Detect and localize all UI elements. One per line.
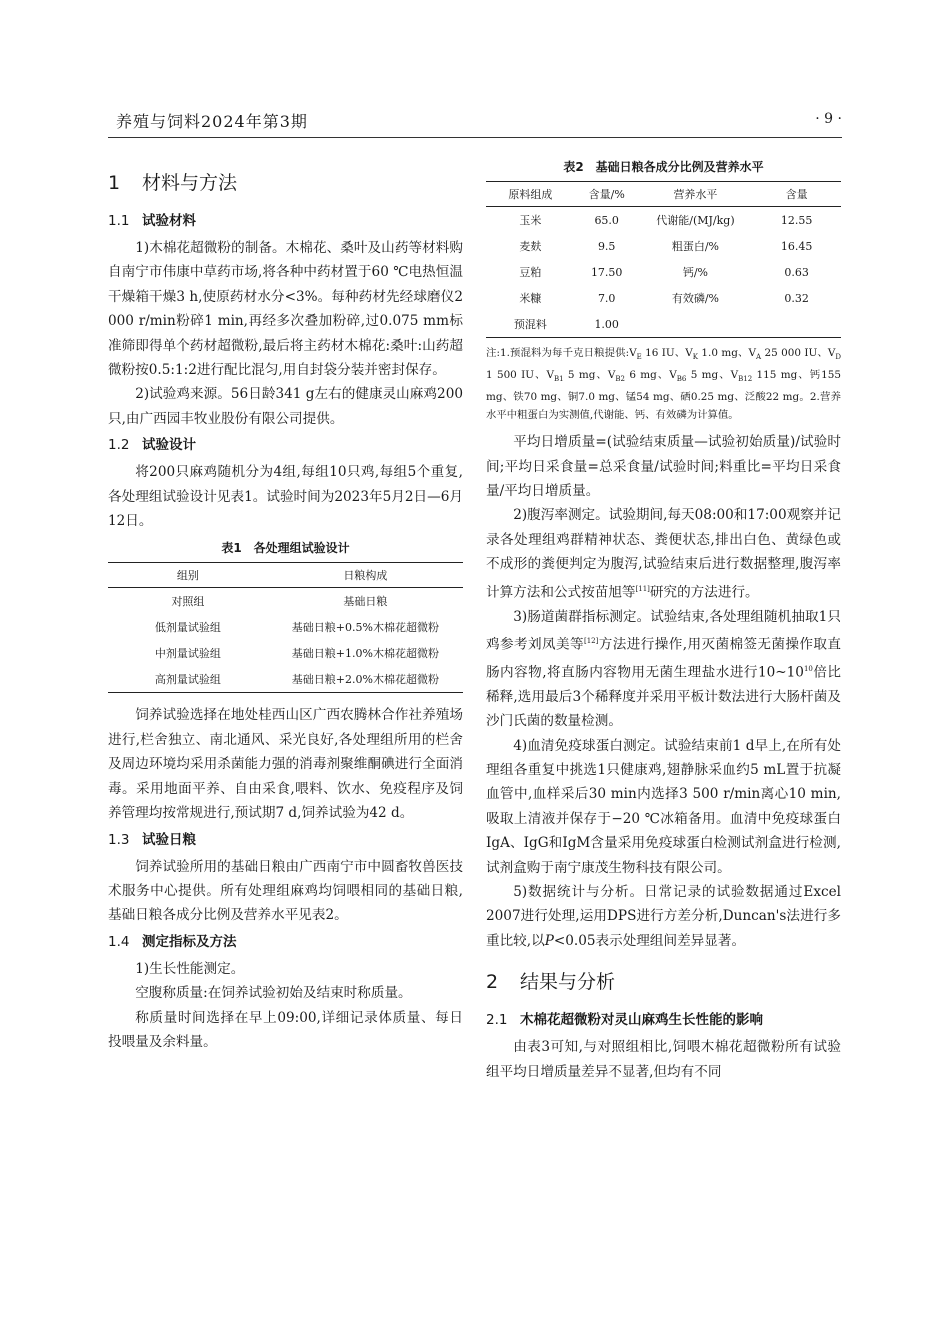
paragraph-flora: 3)肠道菌群指标测定。试验结束,各处理组随机抽取1只鸡参考刘凤美等[12]方法进行操作,用灭菌棉签无菌操作取直肠内容物,将直肠内容物用无菌生理盐水进行$10\sim 10^{10}$倍比稀释,选用最后3个稀释度并采用平板计数法进行大肠杆菌及沙门氏菌的数量检测。 (486, 608, 842, 730)
table-cell (639, 311, 753, 338)
paragraph-materials-2: 2)试验鸡来源。56日龄341 g左右的健康灵山麻鸡200只,由广西园丰牧业股份有限公司提供。 (108, 386, 463, 427)
table-cell: 65.0 (594, 213, 619, 227)
table-2-header: 含量 (752, 182, 841, 207)
running-header (108, 107, 842, 138)
table-cell: 基础日粮+2.0%木棉花超微粉 (268, 666, 463, 693)
table-cell: 低剂量试验组 (154, 621, 221, 635)
table-cell: 玉米 (519, 214, 542, 227)
table-2-header: 营养水平 (639, 182, 753, 207)
right-column (486, 158, 841, 1084)
paragraph-design: 将200只麻鸡随机分为4组,每组10只鸡,每组5个重复,各处理组试验设计见表1。试验时间为2023年5月2日—6月12日。 (108, 464, 463, 530)
table-cell: 有效磷/% (671, 292, 720, 305)
table-cell: 米糠 (519, 292, 542, 305)
table-cell: 基础日粮+1.0%木棉花超微粉 (291, 647, 439, 661)
left-column (108, 158, 463, 1054)
section-1-4-heading: 1.4 测定指标及方法 (108, 933, 237, 950)
table-cell: 12.55 (780, 213, 813, 227)
table-2-header: 含量/% (575, 182, 639, 207)
table-cell (752, 311, 841, 338)
paragraph-results: 由表3可知,与对照组相比,饲喂木棉花超微粉所有试验组平均日增质量差异不显著,但均有不同 (486, 1039, 841, 1080)
paragraph-diet: 饲养试验所用的基础日粮由广西南宁市中圆畜牧兽医技术服务中心提供。所有处理组麻鸡均饲喂相同的基础日粮,基础日粮各成分比例及营养水平见表2。 (108, 858, 463, 924)
table-row (108, 614, 463, 640)
paragraph-statistics: 5)数据统计与分析。日常记录的试验数据通过Excel 2007进行处理,运用DPS进行方差分析,Duncan's法进行多重比较,以P<0.05表示处理组间差异显著。 (486, 884, 841, 949)
section-2-1-heading: 2.1 木棉花超微粉对灵山麻鸡生长性能的影响 (486, 1012, 763, 1029)
table-cell: 17.50 (590, 265, 623, 279)
paragraph-weigh-time: 称质量时间选择在早上09:00,详细记录体质量、每日投喂量及余料量。 (108, 1009, 463, 1050)
table-row (108, 640, 463, 666)
table-row (486, 311, 841, 338)
table-2 (486, 181, 841, 338)
table-cell: 9.5 (597, 239, 616, 253)
table-row (108, 588, 463, 615)
table-1-header: 日粮构成 (268, 563, 463, 588)
citation-11: [11] (635, 584, 650, 593)
section-1-heading: 1 材料与方法 (108, 172, 238, 194)
table-row (108, 666, 463, 693)
table-2-caption: 表2 基础日粮各成分比例及营养水平 (563, 160, 764, 174)
paragraph-growth: 1)生长性能测定。 (135, 960, 245, 977)
table-1 (108, 562, 463, 693)
table-2-header: 原料组成 (486, 182, 575, 207)
table-cell: 代谢能/(MJ/kg) (656, 214, 735, 227)
table-cell: 0.32 (784, 291, 809, 305)
table-cell: 基础日粮 (343, 595, 388, 609)
table-row (486, 207, 841, 234)
page-number: · 9 · (815, 111, 842, 127)
paragraph-diarrhea: 2)腹泻率测定。试验期间,每天08:00和17:00观察并记录各处理组鸡群精神状态、粪便状态,排出白色、黄绿色或不成形的粪便判定为腹泻,试验结束后进行数据整理,腹泻率计算方法和公式按苗旭等[11]研究的方法进行。 (486, 507, 841, 601)
table-row (486, 259, 841, 285)
table-cell: 高剂量试验组 (108, 666, 268, 693)
table-cell: 豆粕 (519, 266, 542, 279)
table-1-caption: 表1 各处理组试验设计 (221, 541, 350, 556)
paragraph-formula: 平均日增质量=(试验结束质量—试验初始质量)/试验时间;平均日采食量=总采食量/试验时间;料重比=平均日采食量/平均日增质量。 (486, 434, 841, 499)
table-cell: 对照组 (171, 595, 205, 609)
table-cell: 16.45 (780, 239, 813, 253)
table-2-note: 注:1.预混料为每千克日粮提供$:V_E$ 16 IU、$V_K$ 1.0 mg、$V_A$ 25 000 IU、$V_D$ 1 500 IU、$V_{B1}$ 5 mg、$V_{B2}$ 6 mg、$V_{B6}$ 5 mg、$V_{B12}$ 115 mg、钙155 mg、铁70 mg、铜7.0 mg、锰54 mg、硒0.25 mg、泛酸22 mg。2.营养水平中粗蛋白为实测值,代谢能、钙、有效磷为计算值。 (486, 347, 841, 422)
journal-title: 养殖与饲料2024年第3期 (116, 112, 308, 131)
section-1-1-heading: 1.1 试验材料 (108, 213, 196, 229)
table-1-header: 组别 (108, 563, 268, 588)
table-cell: 1.00 (575, 311, 639, 338)
table-cell: 0.63 (784, 265, 809, 279)
table-cell: 基础日粮+0.5%木棉花超微粉 (291, 621, 439, 635)
paragraph-immunoglobulin: 4)血清免疫球蛋白测定。试验结束前1 d早上,在所有处理组各重复中挑选1只健康鸡,翅静脉采血约5 mL置于抗凝血管中,血样采后30 min内选择3 500 r/min离心10 min,吸取上清液并保存于−20 ℃冰箱备用。血清中免疫球蛋白IgA、IgG和IgM含量采用免疫球蛋白检测试剂盒进行检测,试剂盒购于南宁康茂生物科技有限公司。 (486, 737, 841, 876)
table-cell: 7.0 (597, 291, 616, 305)
paragraph-weighing: 空腹称质量:在饲养试验初始及结束时称质量。 (135, 985, 412, 1002)
table-cell: 预混料 (486, 311, 575, 338)
table-row (486, 285, 841, 311)
table-cell: 粗蛋白/% (671, 240, 720, 253)
table-cell: 麦麸 (519, 240, 542, 253)
table-cell: 中剂量试验组 (154, 647, 221, 661)
table-row (486, 233, 841, 259)
citation-12: [12] (583, 636, 599, 645)
section-1-3-heading: 1.3 试验日粮 (108, 831, 196, 848)
paragraph-materials-1: 1)木棉花超微粉的制备。木棉花、桑叶及山药等材料购自南宁市伟康中草药市场,将各种中药材置于60 ℃电热恒温干燥箱干燥3 h,使原药材水分<3%。每种药材先经球磨仪2 000 r/min粉碎1 min,再经多次叠加粉碎,过0.075 mm标准筛即得单个药材超微粉,最后将主药材木棉花:桑叶:山药超微粉按0.5:1:2进行配比混匀,用自封袋分装并密封保存。 (108, 240, 463, 379)
section-1-2-heading: 1.2 试验设计 (108, 437, 196, 454)
table-cell: 钙/% (682, 266, 709, 279)
section-2-heading: 2 结果与分析 (486, 971, 616, 994)
paragraph-feeding: 饲养试验选择在地处桂西山区广西农腾林合作社养殖场进行,栏舍独立、南北通风、采光良好,各处理组所用的栏舍及周边环境均采用杀菌能力强的消毒剂聚维酮碘进行全面消毒。采用地面平养、自由采食,喂料、饮水、免疫程序及饲养管理均按常规进行,预试期7 d,饲养试验为42 d。 (108, 707, 463, 822)
